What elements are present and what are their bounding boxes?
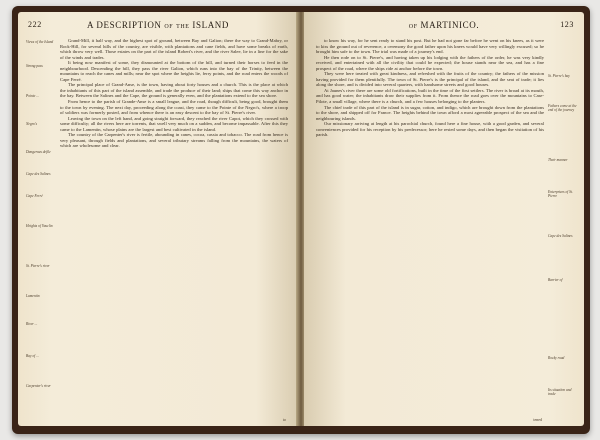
left-running-header	[28, 20, 288, 34]
paragraph: to know his way, for he sent ready to stand his post. But he had not gone far before he went on his knees, as it were to kiss the ground out of reverence, a ceremony the good father upon his knees would have very willingly excused; so he brought him safe to the town. The trial was made of a journey's end.	[316, 38, 544, 55]
margin-note: River ...	[26, 322, 38, 326]
margin-note: Its situation and trade	[548, 388, 572, 397]
paragraph: Grand-Mill, it half way, and the highest spot of ground, between Bay and Galion; there the way to Grand-Mabry, or Rock-Hill, for several hills of the country, are visible, with plantations and cane fields, and have some breaks of earth, which throw very well. Those estates on the part of the island Robert's river, and the river Salee, lie in a line for the sake of the winds and trades.	[60, 38, 288, 60]
margin-note: Carpenter's river	[26, 384, 51, 388]
margin-note: Heights of Vauclin	[26, 224, 53, 228]
paragraph: They were here treated with great kindness, and refreshed with the fruits of the country; the fathers of the mission having provided for them plentifully. The town of St. Pierre's is the principal of the island, and the seat of trade; it lies along the shore, and is divided into several quarters, with handsome streets and good houses.	[316, 71, 544, 88]
paragraph: From hence to the parish of Grande-Anse is a small league, and the road, though difficult, being good, brought them to the town by evening. The next day, proceeding along the coast, they came to the Pointe of the Negro's, where a troop of soldiers was formerly posted, and from whence there is an easy descent to the bay of St. Pierre's river.	[60, 99, 288, 116]
margin-note: St. Pierre's bay	[548, 74, 570, 78]
margin-note: Barrier of	[548, 278, 563, 282]
paragraph: Leaving the town on the left hand, and going straight forward, they reached the river Capot, which they crossed with some difficulty; all the rivers here are torrents, that swell very much on a sudden, and become impassable. After this they came to the Lamentin, whose plains are the largest and best cultivated in the island.	[60, 115, 288, 132]
left-catchword: to	[282, 417, 286, 422]
margin-note: Pointe ...	[26, 94, 39, 98]
margin-note: Negro's	[26, 122, 38, 126]
right-margin-notes	[548, 38, 578, 412]
paragraph: Our missionary arriving at length at his parochial church, found here a fine house, with a good garden, and several conveniences provided for his reception by his predecessor; here he rested some days, and then began the visitation of his parish.	[316, 121, 544, 138]
left-page-number: 222	[28, 20, 42, 29]
margin-note: Cape des Salines	[26, 172, 51, 176]
margin-note: Their manner	[548, 158, 568, 162]
margin-note: Rocky road	[548, 356, 565, 360]
right-page-number: 123	[560, 20, 574, 29]
right-catchword: tened	[533, 417, 542, 422]
paragraph: He then rode on to St. Pierre's, and having taken up his lodging with the fathers of the order, he was very kindly received, and entertained with all the civility that could be expected; the house stands near the sea, and has a fine prospect of the road, where the ships ride at anchor before the town.	[316, 54, 544, 71]
paragraph: The chief trade of this part of the island is in sugar, cotton, and indigo, which are brought down from the plantations to the shore, and shipped off for France. The heights behind the town afford a most agreeable prospect of the sea and the neighbouring islands.	[316, 104, 544, 121]
margin-note: Fathers come at the end of the journey	[548, 104, 577, 113]
margin-note: Enterprizes of St. Pierre	[548, 190, 573, 199]
left-body-text	[60, 38, 288, 412]
right-running-header	[314, 20, 574, 34]
right-page	[304, 12, 584, 426]
left-page	[18, 12, 298, 426]
margin-note: Views of the Island	[26, 40, 54, 44]
right-running-head: of MARTINICO.	[408, 20, 480, 30]
right-body-text	[316, 38, 544, 412]
paragraph: It being now manifest of some, they dismounted at the bottom of the hill, and turned their horses to feed in the neighbourhood. Descending the hill, they pass the river Galion, which runs into the bay of the Trinity, between the mountains to reach the canes and mills; near the spot where the heights lie, ferry points, and the road enters the woods of Cape Ferré.	[60, 60, 288, 82]
open-book	[12, 6, 590, 434]
margin-note: Bay of ...	[26, 354, 39, 358]
paragraph: At Jaunes's river there are some old fortifications, built in the time of the first settlers. The river is broad at its mouth, and has good water; the inhabitants draw their supplies from it. From thence the road goes over the mountains to Case-Pilote, a small village, where there is a church, and a few houses belonging to the planters.	[316, 87, 544, 105]
margin-note: Strong pass	[26, 64, 43, 68]
margin-note: St. Pierre's river	[26, 264, 50, 268]
left-margin-notes	[26, 38, 56, 412]
paragraph: The principal place of Grand-Anse, is the town, having about forty houses and a church. This is the place at which the inhabitants of this part of the island assemble, and trade the produce of their land; ships that come this way anchor in the bay. Between the Salines and the Cape, the ground is generally even, and the plantations extend to the sea shore.	[60, 82, 288, 99]
left-running-head: A DESCRIPTION of the ISLAND	[86, 20, 230, 30]
margin-note: Cape Ferré	[26, 194, 43, 198]
paragraph: The country of the Carpenter's river is fertile, abounding in canes, cocoa, cassia and tobacco. The road from hence is very pleasant, through fields and plantations, and several tributary streams falling from the mountains, the waters of which are wholesome and clear.	[60, 132, 288, 149]
margin-note: Cape des Salines	[548, 234, 573, 238]
margin-note: Dangerous defile	[26, 150, 51, 154]
margin-note: Lamentin	[26, 294, 40, 298]
